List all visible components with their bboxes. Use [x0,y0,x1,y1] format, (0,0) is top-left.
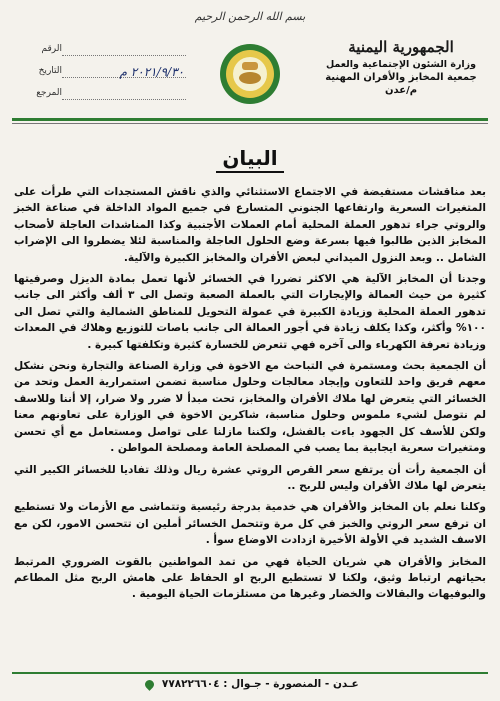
ministry-name: وزارة الشئون الإجتماعية والعمل [325,59,477,70]
association-logo-icon [218,42,282,106]
paragraph: وكلنا نعلم بان المخابز والأفران هي خدمية بدرجة رئيسية وتتماشى مع الأزمات ولا تستطيع ان ترفع سعر الروتي والخبز في كل مرة وتتحمل الخسائر أملين ان تتحسن الامور، لكن مع الاسف الشديد في الأولة الأخيرة ازدادت الاوضاع سوأ . [14,501,486,547]
date-row [16,60,186,82]
footer-divider [12,672,488,674]
paragraph: أن الجمعية بحث ومستمرة في التباحث مع الاخوة في وزارة الصناعة والتجارة ونحن نشكل معهم فريق واحد للتعاون وإيجاد معالجات وحلول مناسبة تضمن استمرارية العمل وتحد من الخسائر التي يتعرض لها ملاك الأفران والمخابز، تحت مبدأ لا ضرر ولا ضرار، إلا أننا وللاسف لم نتوصل لشيء ملموس وحلول مناسبة، شاكرين الاخوة في الوزارة على تعاونهم معنا ولكن للأسف كل الجهود باءت بالفشل، ولكننا مازلنا على تواصل ومستعامل مع أي تحسن ومتغيرات سعرية ايجابية بما يصب في المصلحة العامة ومصلحة المواطن . [14,360,486,455]
document-title: البيان [0,146,500,170]
date-label: التاريخ [38,66,62,76]
location-pin-icon [143,678,156,691]
paragraph: وجدنا أن المخابز الآلية هي الاكثر تضررا في الخسائر لأنها تعمل بمادة الديزل وصرفيتها كثيرة من حيث العمالة والإيجارات التي بالعملة الصعبة وتصل الى ٣ ألف وأكثر الى جانب تدهور العملة المحلية وزيادة الكبيرة في عمولة التحويل للمناطق الشمالية والتي تصل الى ١٠٠% وأكثر، وكذا يكلف زيادة في أجور العمالة الى جانب باصات للتوزيع وهلاك في المعدات وزيادة تعرفة الكهرباء والى آخره فهي تتعرض للخسارة كثيرة وتكلفتها كبيرة . [14,273,486,351]
association-name: جمعية المخابز والأفران المهنية [325,72,477,83]
address-text: عـدن - المنصورة - جـوال : ٧٧٨٢٢٦٦٠٤ [161,678,359,690]
attachments-row [16,82,186,104]
date-value: ٢٠٢١/٩/٣٠ م [119,64,184,79]
paragraph: المخابز والأفران هي شريان الحياة فهي من تمد المواطنين بالقوت الضروري المرتبط بحياتهم ارتباط وثيق، ولكنا لا تستطيع الربح او الحفاظ على هامش الربح مثل المطاعم والبوفيهات والبقالات والخضار وغيرها من مستلزمات الحياة اليومية . [14,555,486,601]
reference-block [16,38,186,104]
letterhead [0,0,500,120]
branch-name: م/عدن [384,85,418,96]
ref-label: الرقم [41,44,62,54]
paragraph: بعد مناقشات مستفيضة في الاجتماع الاستثنائي والذي ناقش المستجدات التي طرأت على المتغيرات السعرية وارتفاعها الجنوني المتسارع في جميع المواد الداخلة في صناعة الخبز والروتي جراء تدهور العملة المحلية أمام العملات الأجنبية وكذا المناشدات العاجلة لأصحاب المخابز الذين طالبوا فيها بسرعة وضع الحلول العاجلة والمناسبة لئلا يضطروا الى الإضراب الشامل .. وبعد النزول الميداني لبعض الأفران والمخابز الكبيرة والآلية. [14,186,486,264]
header-divider [12,118,488,121]
organization-block [316,38,486,96]
republic-name: الجمهورية اليمنية [348,38,454,56]
paragraph: أن الجمعية رأت أن يرتفع سعر القرص الروتي عشرة ريال وذلك تفاديا للخسائر الكبير التي يتعرض لها ملاك الأفران وليس للربح .. [14,463,486,492]
footer-address [0,678,500,698]
attachments-label: المرجع [36,88,62,98]
header-divider-thin [12,123,488,124]
basmala: بسم الله الرحمن الرحيم [194,10,306,23]
statement-body [14,184,486,608]
ref-row [16,38,186,60]
